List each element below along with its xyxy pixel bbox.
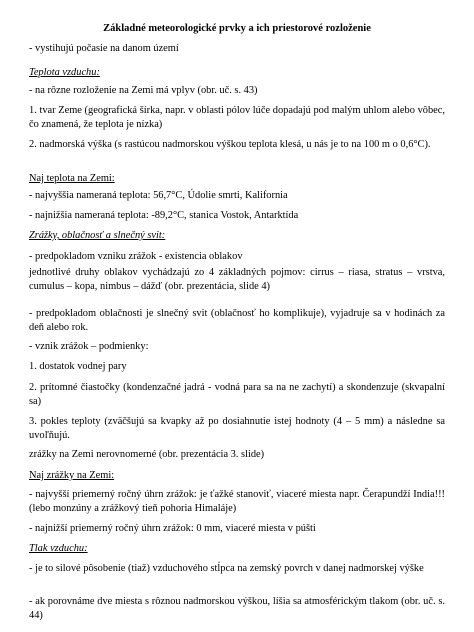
paragraph-pressure-definition: - je to silové pôsobenie (tiaž) vzduchového stĺpca na zemský povrch v danej nadmorskej výške [29,563,424,574]
paragraph-lowest-precipitation: - najnižší priemerný ročný úhrn zrážok: 0 mm, viaceré miesta v púšti [29,523,316,534]
paragraph-pressure-comparison: - ak porovnáme dve miesta s rôznou nadmorskou výškou, líšia sa atmosférickým tlakom (obr. uč. s. 44) [29,596,445,621]
paragraph-cloud-types: jednotlivé druhy oblakov vychádzajú zo 4 základných pojmov: cirrus – riasa, stratus – vrstva, cumulus – kopa, nimbus – dážď (obr. prezentácia, slide 4) [29,267,445,292]
heading-precipitation: Zrážky, oblačnosť a slnečný svit: [29,230,166,241]
heading-air-pressure: Tlak vzduchu: [29,543,88,554]
heading-air-temperature: Teplota vzduchu: [29,67,100,78]
heading-extreme-precipitation: Naj zrážky na Zemi: [29,470,115,481]
paragraph-highest-precipitation: - najvyšší priemerný ročný úhrn zrážok: je ťažké stanoviť, viaceré miesta napr. Čerapundží India!!! (lebo monzúny a zrážkový tieň pohoria Himaláje) [29,489,445,514]
paragraph-precipitation-condition: - predpokladom vzniku zrážok - existencia oblakov [29,251,243,262]
heading-extreme-temperatures: Naj teplota na Zemi: [29,173,115,184]
document-title: Základné meteorologické prvky a ich priestorové rozloženie [103,23,371,34]
paragraph-highest-temperature: - najvyššia nameraná teplota: 56,7°C, Údolie smrti, Kalifornia [29,190,288,201]
paragraph-sunshine: - predpokladom oblačnosti je slnečný svit (oblačnosť ho komplikuje), vyjadruje sa v hodinách za deň alebo rok. [29,308,445,333]
paragraph-weather-intro: - vystihujú počasie na danom území [29,43,179,54]
paragraph-earth-shape: 1. tvar Zeme (geografická šírka, napr. v oblasti pólov lúče dopadajú pod malým uhlom alebo vôbec, čo znamená, že teplota je nízka) [29,105,445,130]
paragraph-temperature-drop: 3. pokles teploty (zväčšujú sa kvapky až po dosiahnutie istej hodnoty (4 – 5 mm) a následne sa uvoľňujú. [29,416,445,441]
paragraph-condensation-nuclei: 2. prítomné čiastočky (kondenzačné jadrá - vodná para sa na ne zachytí) a skondenzuje (skvapalní sa) [29,382,445,407]
paragraph-temperature-distribution: - na rôzne rozloženie na Zemi má vplyv (obr. uč. s. 43) [29,85,258,96]
paragraph-precipitation-conditions: - vznik zrážok – podmienky: [29,341,149,352]
paragraph-altitude: 2. nadmorská výška (s rastúcou nadmorskou výškou teplota klesá, u nás je to na 100 m o 0,6°C). [29,139,431,150]
paragraph-lowest-temperature: - najnižšia nameraná teplota: -89,2°C, stanica Vostok, Antarktída [29,210,299,221]
paragraph-uneven-precipitation: zrážky na Zemi nerovnomerné (obr. prezentácia 3. slide) [29,449,265,460]
paragraph-water-vapor: 1. dostatok vodnej pary [29,361,127,372]
